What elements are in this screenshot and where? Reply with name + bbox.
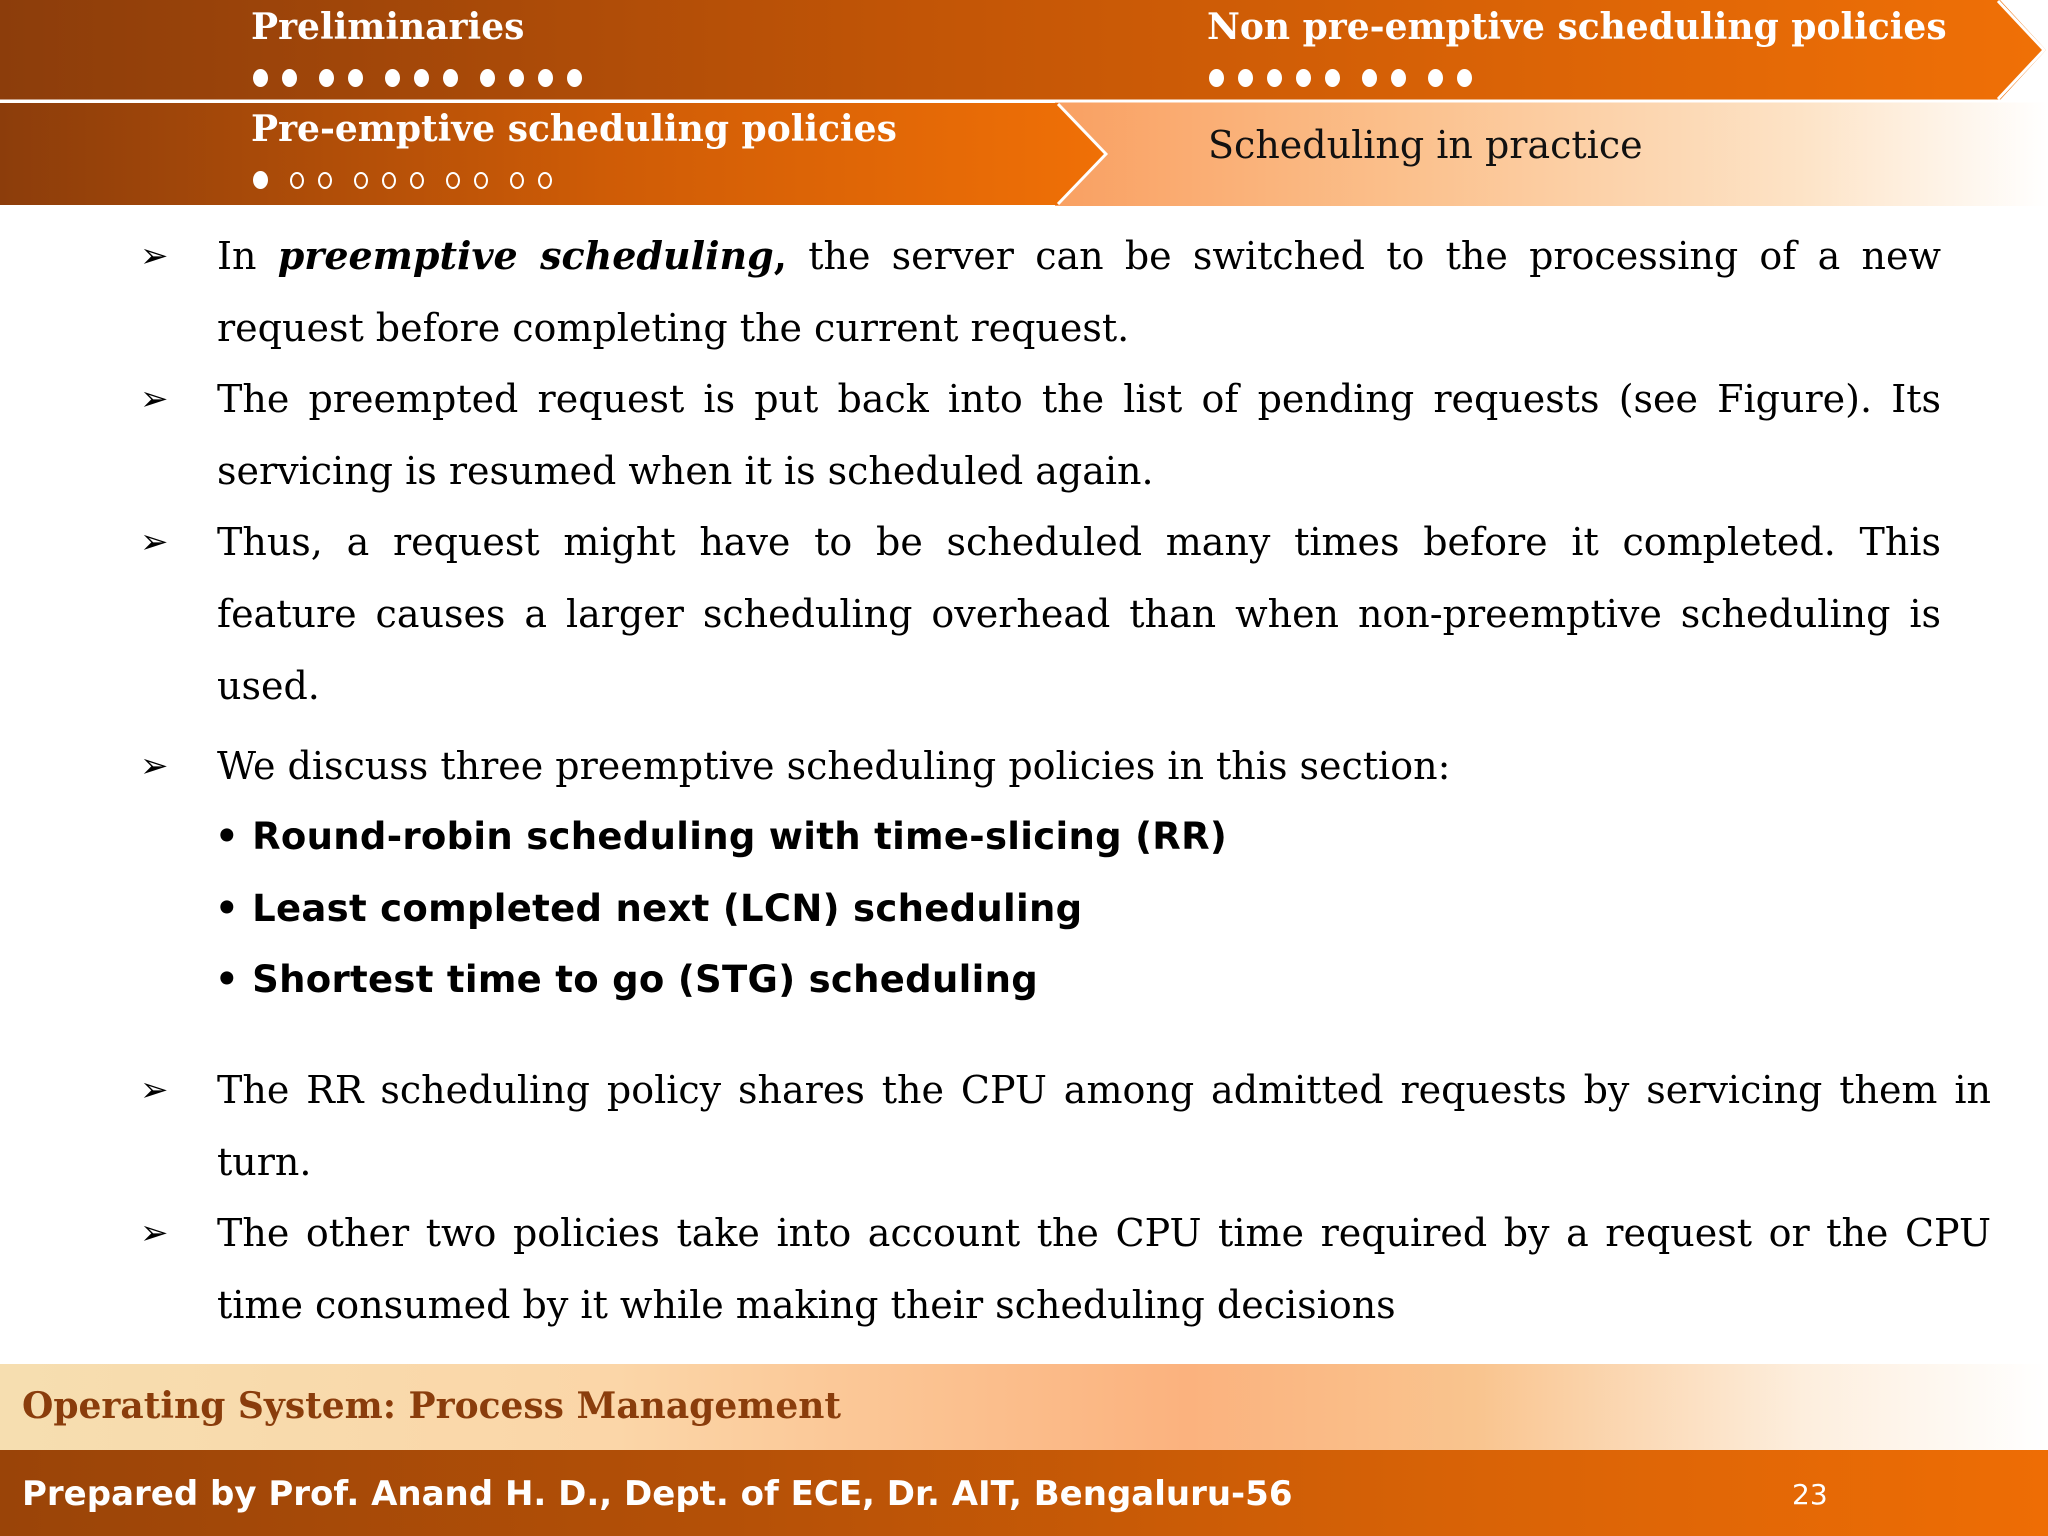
policy-item-stg: • Shortest time to go (STG) scheduling	[215, 958, 1038, 1001]
progress-dot-icon[interactable]	[253, 69, 268, 87]
nav-section-preliminaries[interactable]: Preliminaries	[251, 6, 525, 48]
progress-dot-icon[interactable]	[382, 172, 396, 189]
progress-dot-icon[interactable]	[282, 69, 297, 87]
policy-item-lcn: • Least completed next (LCN) scheduling	[215, 887, 1083, 930]
arrowhead-bullet-icon: ➢	[140, 236, 169, 276]
progress-dot-icon[interactable]	[348, 69, 363, 87]
progress-dot-icon[interactable]	[538, 172, 552, 189]
progress-dot-icon[interactable]	[1267, 69, 1282, 87]
nav-dots-non-preemptive	[1209, 66, 1494, 90]
nav-dots-preemptive	[253, 168, 574, 192]
progress-dot-icon[interactable]	[538, 69, 553, 87]
bullet-text-6: The other two policies take into account the CPU time required by a request or the CPU time consumed by it while making their scheduling decisions	[217, 1211, 1991, 1327]
progress-dot-icon[interactable]	[510, 172, 524, 189]
progress-dot-icon[interactable]	[1209, 69, 1224, 87]
author-credit: Prepared by Prof. Anand H. D., Dept. of ECE, Dr. AIT, Bengaluru-56	[22, 1474, 1293, 1514]
progress-dot-icon[interactable]	[318, 172, 332, 189]
arrowhead-bullet-icon: ➢	[140, 1070, 169, 1110]
nav-section-preemptive[interactable]: Pre-emptive scheduling policies	[251, 108, 897, 150]
progress-dot-icon[interactable]	[443, 69, 458, 87]
nav-dots-preliminaries	[253, 66, 604, 90]
bullet-text-3: Thus, a request might have to be scheduled many times before it completed. This feature causes a larger scheduling overhead than when non-preemptive scheduling is used.	[217, 520, 1941, 708]
bullet-1-rest: the server can be switched to the processing of a new request before completing the current request.	[217, 234, 1941, 350]
page-number: 23	[1792, 1478, 1828, 1511]
progress-dot-icon[interactable]	[446, 172, 460, 189]
progress-dot-icon[interactable]	[567, 69, 582, 87]
bullet-text-2: The preempted request is put back into the list of pending requests (see Figure). Its servicing is resumed when it is scheduled again.	[217, 377, 1941, 493]
progress-dot-icon[interactable]	[480, 69, 495, 87]
progress-dot-icon[interactable]	[385, 69, 400, 87]
progress-dot-icon[interactable]	[354, 172, 368, 189]
progress-dot-icon[interactable]	[509, 69, 524, 87]
arrowhead-bullet-icon: ➢	[140, 379, 169, 419]
progress-dot-icon[interactable]	[1428, 69, 1443, 87]
progress-dot-icon[interactable]	[1391, 69, 1406, 87]
bullet-text-1	[217, 220, 1941, 364]
progress-dot-icon[interactable]	[1296, 69, 1311, 87]
nav-section-scheduling-in-practice[interactable]: Scheduling in practice	[1208, 123, 1643, 167]
progress-dot-icon[interactable]	[1325, 69, 1340, 87]
bullet-text-4: We discuss three preemptive scheduling policies in this section:	[217, 744, 1451, 788]
progress-dot-icon[interactable]	[414, 69, 429, 87]
bullet-text-5: The RR scheduling policy shares the CPU among admitted requests by servicing them in turn.	[217, 1068, 1991, 1184]
bullet-1-comma: ,	[773, 233, 787, 278]
nav-section-non-preemptive[interactable]: Non pre-emptive scheduling policies	[1207, 6, 1947, 48]
progress-dot-icon[interactable]	[319, 69, 334, 87]
term-preemptive-scheduling: preemptive scheduling	[277, 233, 774, 278]
progress-dot-icon[interactable]	[1238, 69, 1253, 87]
progress-dot-icon[interactable]	[410, 172, 424, 189]
policy-item-rr: • Round-robin scheduling with time-slicing (RR)	[215, 815, 1228, 858]
progress-dot-icon[interactable]	[1362, 69, 1377, 87]
progress-dot-icon[interactable]	[290, 172, 304, 189]
progress-dot-icon[interactable]	[474, 172, 488, 189]
course-title: Operating System: Process Management	[22, 1385, 842, 1427]
progress-dot-icon[interactable]	[1457, 69, 1472, 87]
arrowhead-bullet-icon: ➢	[140, 522, 169, 562]
progress-dot-icon[interactable]	[253, 171, 268, 189]
arrowhead-bullet-icon: ➢	[140, 1213, 169, 1253]
arrowhead-bullet-icon: ➢	[140, 746, 169, 786]
bullet-1-lead: In	[217, 234, 278, 278]
